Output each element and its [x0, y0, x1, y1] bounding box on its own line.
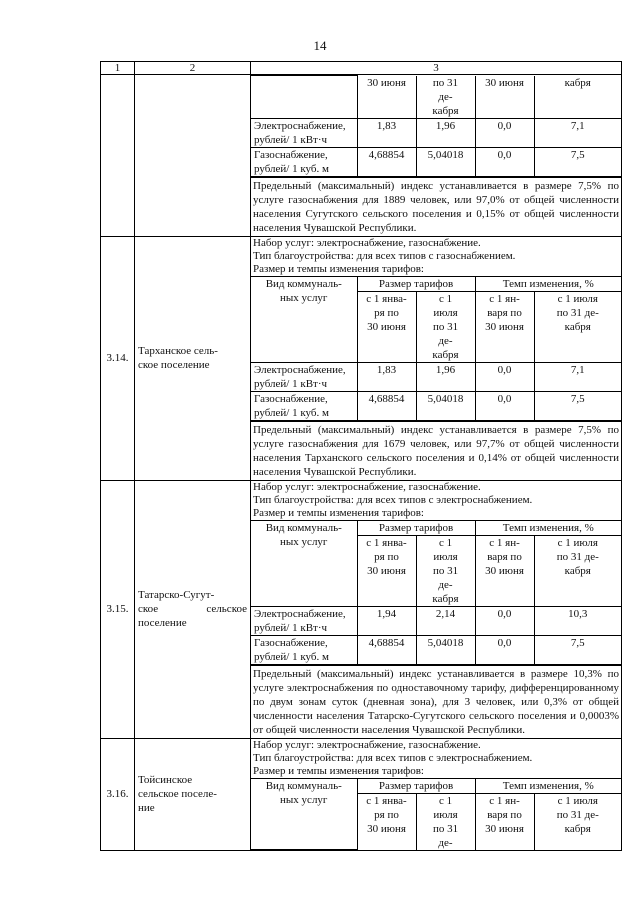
- tariff-subtable: [251, 778, 621, 851]
- value-cell: 1,96: [416, 118, 475, 147]
- period-header: с 1 июля по 31 де- кабря: [416, 535, 475, 606]
- value-cell: 7,5: [534, 391, 621, 420]
- sub-header-cell: кабря: [534, 76, 621, 119]
- value-cell: 0,0: [475, 362, 534, 391]
- service-label: Газоснабжение, рублей/ 1 куб. м: [251, 147, 357, 176]
- value-cell: 7,1: [534, 362, 621, 391]
- tariff-subtable: [251, 520, 621, 665]
- tariff-subtable: [251, 276, 621, 421]
- period-header: с 1 янва- ря по 30 июня: [357, 793, 416, 850]
- index-paragraph: Предельный (максимальный) индекс устанавливается в размере 7,5% по услуге газоснабжения для 1679 человек, или 97,7% от общей численности населения Тарханского сельского поселения и 0,14% от общей численности населения Чувашской Республики.: [251, 421, 621, 480]
- services-line: Набор услуг: электроснабжение, газоснабжение.: [253, 236, 481, 249]
- amenities-line: Тип благоустройства: для всех типов с электроснабжением.: [253, 751, 533, 764]
- amenities-line: Тип благоустройства: для всех типов с электроснабжением.: [253, 493, 533, 506]
- value-cell: 0,0: [475, 118, 534, 147]
- value-cell: 4,68854: [357, 635, 416, 664]
- tariff-row: [251, 118, 621, 147]
- period-header: с 1 янва- ря по 30 июня: [357, 291, 416, 362]
- column-number-1: 1: [101, 62, 135, 75]
- period-header: с 1 ян- варя по 30 июня: [475, 793, 534, 850]
- table-row-3-14: [101, 236, 622, 480]
- services-line: Набор услуг: электроснабжение, газоснабжение.: [253, 480, 481, 493]
- tariff-table: [100, 61, 622, 851]
- value-cell: 7,5: [534, 147, 621, 176]
- tariff-size-header: Размер тарифов: [357, 778, 475, 793]
- table-row-continued: [101, 75, 622, 237]
- value-cell: 10,3: [534, 606, 621, 635]
- value-cell: 5,04018: [416, 635, 475, 664]
- service-label: Газоснабжение, рублей/ 1 куб. м: [251, 635, 357, 664]
- section-content: [251, 236, 622, 480]
- table-row-3-15: [101, 480, 622, 738]
- tariff-size-header: Размер тарифов: [357, 276, 475, 291]
- index-paragraph: Предельный (максимальный) индекс устанавливается в размере 7,5% по услуге газоснабжения для 1889 человек, или 97,0% от общей численности населения Сугутского сельского поселения и 0,15% от общей численности населения Чувашской Республики.: [251, 177, 621, 236]
- value-cell: 1,94: [357, 606, 416, 635]
- settlement-name-cell: [135, 75, 251, 237]
- service-label: Электроснабжение, рублей/ 1 кВт·ч: [251, 118, 357, 147]
- sub-header-cell: по 31 де- кабря: [416, 76, 475, 119]
- value-cell: 0,0: [475, 391, 534, 420]
- tariff-row: [251, 391, 621, 420]
- service-label: Газоснабжение, рублей/ 1 куб. м: [251, 391, 357, 420]
- value-cell: 0,0: [475, 147, 534, 176]
- service-header: Вид коммуналь- ных услуг: [251, 778, 357, 850]
- tariff-row: [251, 362, 621, 391]
- sub-header-cell: 30 июня: [475, 76, 534, 119]
- tariff-size-line: Размер и темпы изменения тарифов:: [253, 764, 424, 777]
- value-cell: 1,96: [416, 362, 475, 391]
- column-header-row: [101, 62, 622, 75]
- table-row-3-16: [101, 738, 622, 851]
- value-cell: 0,0: [475, 606, 534, 635]
- period-header: с 1 июля по 31 де- кабря: [534, 535, 621, 606]
- settlement-name: Тарханское сель- ское поселение: [135, 236, 251, 480]
- row-number-cell: [101, 75, 135, 237]
- column-number-2: 2: [135, 62, 251, 75]
- row-number: 3.14.: [101, 236, 135, 480]
- column-number-3: 3: [251, 62, 622, 75]
- tariff-row: [251, 147, 621, 176]
- sub-header-cell: 30 июня: [357, 76, 416, 119]
- service-label: Электроснабжение, рублей/ 1 кВт·ч: [251, 606, 357, 635]
- section-content: [251, 75, 622, 237]
- period-header: с 1 июля по 31 де- кабря: [534, 291, 621, 362]
- index-paragraph: Предельный (максимальный) индекс устанавливается в размере 10,3% по услуге электроснабжения по одноставочному тарифу, дифференцированному по двум зонам суток (дневная зона), для 3 человек, или 0,3% от общей численности населения Татарско-Сугутского сельского поселения и 0,0003% от общей численности населения Чувашской Республики.: [251, 665, 621, 738]
- value-cell: 7,1: [534, 118, 621, 147]
- row-number: 3.15.: [101, 480, 135, 738]
- amenities-line: Тип благоустройства: для всех типов с газоснабжением.: [253, 249, 516, 262]
- page-number: 14: [313, 38, 327, 53]
- tariff-size-header: Размер тарифов: [357, 520, 475, 535]
- section-content: [251, 738, 622, 851]
- value-cell: 7,5: [534, 635, 621, 664]
- value-cell: 1,83: [357, 118, 416, 147]
- value-cell: 4,68854: [357, 147, 416, 176]
- change-rate-header: Темп изменения, %: [475, 520, 621, 535]
- tariff-row: [251, 606, 621, 635]
- period-header: с 1 июля по 31 де- кабря: [416, 291, 475, 362]
- value-cell: 0,0: [475, 635, 534, 664]
- section-content: [251, 480, 622, 738]
- period-header: с 1 ян- варя по 30 июня: [475, 535, 534, 606]
- period-header: с 1 ян- варя по 30 июня: [475, 291, 534, 362]
- tariff-subtable: [251, 75, 621, 177]
- value-cell: 5,04018: [416, 391, 475, 420]
- change-rate-header: Темп изменения, %: [475, 276, 621, 291]
- tariff-row: [251, 635, 621, 664]
- settlement-name: Тойсинское сельское поселе- ние: [135, 738, 251, 851]
- period-header: с 1 июля по 31 де- кабря: [534, 793, 621, 850]
- change-rate-header: Темп изменения, %: [475, 778, 621, 793]
- row-number: 3.16.: [101, 738, 135, 851]
- period-header: с 1 июля по 31 де-: [416, 793, 475, 850]
- settlement-name: Татарско-Сугут- ское сельское поселение: [135, 480, 251, 738]
- service-label: Электроснабжение, рублей/ 1 кВт·ч: [251, 362, 357, 391]
- tariff-size-line: Размер и темпы изменения тарифов:: [253, 506, 424, 519]
- service-header: Вид коммуналь- ных услуг: [251, 520, 357, 606]
- tariff-size-line: Размер и темпы изменения тарифов:: [253, 262, 424, 275]
- services-line: Набор услуг: электроснабжение, газоснабжение.: [253, 738, 481, 751]
- value-cell: 5,04018: [416, 147, 475, 176]
- period-header: с 1 янва- ря по 30 июня: [357, 535, 416, 606]
- value-cell: 4,68854: [357, 391, 416, 420]
- service-header: Вид коммуналь- ных услуг: [251, 276, 357, 362]
- value-cell: 2,14: [416, 606, 475, 635]
- value-cell: 1,83: [357, 362, 416, 391]
